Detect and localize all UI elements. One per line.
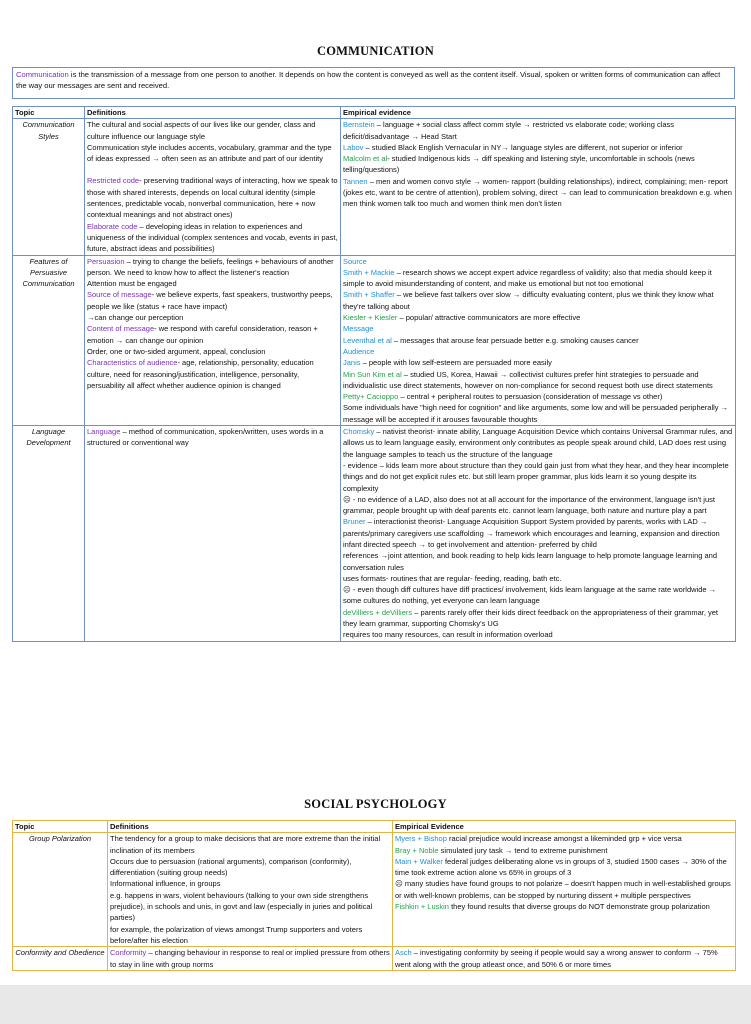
keyword: deVilliers + deVilliers: [343, 607, 413, 617]
line-text: Attention must be engaged: [87, 279, 177, 289]
line-text: – interactionist theorist- Language Acquisition Support System provided by parents, works with LAD → parents/primary caregivers use scaffolding → framework which encourages and learning, expansion and direction: [343, 517, 720, 538]
keyword: Elaborate code: [87, 221, 138, 231]
line-text: Some individuals have "high need for cognition" and like arguments, some low and will be persuaded peripherally → message will be accepted if it arouses favourable thoughts: [343, 403, 729, 424]
row-evidence: [393, 947, 736, 971]
line-text: – messages that arouse fear persuade better e.g. smoking causes cancer: [391, 335, 639, 345]
line-text: The tendency for a group to make decisions that are more extreme than the initial inclination of its members: [110, 834, 381, 855]
keyword: Characteristics of audience: [87, 358, 178, 368]
line-text: infant directed speech → to get involvement and attention- preferred by child: [343, 539, 597, 549]
text-line: [343, 335, 733, 346]
text-line: [343, 607, 733, 630]
keyword: Bray + Noble: [395, 845, 439, 855]
spacer: [87, 164, 338, 175]
line-text: – men and women convo style → women- rapport (building relationships), indirect, complaining; men- report (jokes etc, want to be centre of attention), problem solving, direct → can lead to communication breakdown e.g. when men think women talk too much and women think men don't listen: [343, 176, 732, 209]
text-line: [343, 550, 733, 573]
keyword: Bruner: [343, 517, 366, 527]
keyword: Persuasion: [87, 256, 125, 266]
row-topic: Language Development: [13, 426, 85, 642]
text-line: [87, 312, 338, 323]
text-line: [87, 142, 338, 165]
text-line: [87, 289, 338, 312]
text-line: [110, 890, 390, 924]
col-header-definitions: Definitions: [108, 821, 393, 833]
table-row: [13, 426, 736, 642]
line-text: requires too many resources, can result in information overload: [343, 630, 553, 640]
text-line: [395, 856, 733, 879]
text-line: [343, 629, 733, 640]
keyword: Main + Walker: [395, 856, 443, 866]
keyword: Language: [87, 427, 121, 437]
line-text: - evidence – kids learn more about structure than they could gain just from what they hear, and they hear incomplete things and do not get explicit rules etc. but still learn proper grammar, plus kids learn it so young despite its complexity: [343, 460, 729, 493]
text-line: [343, 584, 733, 607]
text-line: [343, 323, 733, 334]
line-text: they found results that diverse groups do NOT demonstrate group polarization: [448, 902, 710, 912]
text-line: [343, 346, 733, 357]
line-text: - we respond with careful consideration, reason + emotion → can change our opinion: [87, 324, 318, 345]
row-definitions: [85, 119, 341, 255]
line-text: - age, relationship, personality, education culture, need for reasoning/justification, intelligence, personality, persuability all affect whether audience opinion is changed: [87, 358, 314, 390]
col-header-topic: Topic: [13, 821, 108, 833]
text-line: [343, 494, 733, 517]
col-header-topic: Topic: [13, 107, 85, 119]
line-text: Occurs due to persuasion (rational arguments), comparison (conformity), differentiation (suiting group needs): [110, 856, 352, 878]
table-row: [13, 255, 736, 425]
line-text: ☹ many studies have found groups to not polarize – doesn't happen much in well-established groups or with well-known problems, can be stopped by nurturing dissent + multiple perspectives: [395, 879, 731, 900]
line-text: e.g. happens in wars, violent behaviours (talking to your own side strengthens prejudice), in schools and unis, in govt and law (especially in juries and political parties): [110, 890, 373, 923]
line-text: – studied Black English Vernacular in NY→ language styles are different, not superior or inferior: [363, 142, 683, 152]
text-line: [343, 516, 733, 539]
line-text: – parents rarely offer their kids direct feedback on the appropriateness of their grammar, yet they learn grammar, supporting Chomsky's UG: [343, 607, 718, 629]
keyword: Min Sun Kim et al: [343, 369, 402, 379]
keyword: Message: [343, 324, 374, 334]
text-line: [87, 346, 338, 357]
line-text: – developing ideas in relation to experiences and uniqueness of the individual (complex sentences and vocab, events in past, future, abstract ideas and possibilities): [87, 221, 338, 254]
row-evidence: [341, 255, 736, 425]
keyword: Tannen: [343, 176, 368, 186]
keyword: Chomsky: [343, 427, 375, 437]
col-header-definitions: Definitions: [85, 107, 341, 119]
line-text: Informational influence, in groups: [110, 879, 221, 889]
text-line: [343, 357, 733, 368]
communication-table: [12, 106, 736, 642]
keyword: Bernstein: [343, 120, 375, 130]
row-definitions: [108, 833, 393, 947]
col-header-evidence: Empirical evidence: [341, 107, 736, 119]
line-text: references →joint attention, and book reading to help kids learn language to help promote language learning and conversation rules: [343, 551, 718, 572]
line-text: – people with low self-esteem are persuaded more easily: [360, 358, 552, 368]
keyword: Restricted code: [87, 176, 140, 186]
intro-term: Communication: [16, 70, 69, 79]
row-evidence: [341, 119, 736, 255]
text-line: [343, 573, 733, 584]
text-line: [343, 426, 733, 460]
social-psychology-title: SOCIAL PSYCHOLOGY: [304, 797, 447, 811]
keyword: Malcolm et al: [343, 154, 388, 164]
line-text: racial prejudice would increase amongst a likeminded grp + vice versa: [446, 834, 682, 844]
keyword: Smith + Mackie: [343, 267, 395, 277]
line-text: – method of communication, spoken/written, uses words in a structured or conventional way: [87, 427, 324, 448]
line-text: - studied Indigenous kids → diff speaking and listening style, uncomfortable in schools (news telling/questions): [343, 154, 695, 175]
communication-intro: [12, 67, 735, 99]
page-bottom-band: [0, 985, 751, 1024]
text-line: [343, 142, 733, 153]
line-text: – popular/ attractive communicators are more effective: [397, 313, 581, 323]
col-header-evidence: Empirical Evidence: [393, 821, 736, 833]
row-definitions: [85, 255, 341, 425]
line-text: – trying to change the beliefs, feelings + behaviours of another person. We need to know how to affect the listener's reaction: [87, 256, 334, 277]
keyword: Asch: [395, 948, 412, 958]
table-row: [13, 833, 736, 947]
line-text: - preserving traditional ways of interacting, how we speak to those with shared interests, depends on local cultural identity (simple sentences, predictable vocab, nonverbal communication, here + now contextual meanings and not abstract ones): [87, 176, 338, 220]
line-text: ☹ - no evidence of a LAD, also does not at all account for the importance of the environment, language isn't just grammar, people brought up with deaf parents etc. cannot learn language, both nature and nurture play a part: [343, 494, 715, 516]
text-line: [110, 833, 390, 856]
communication-title: COMMUNICATION: [317, 44, 434, 58]
text-line: [110, 856, 390, 879]
row-topic: Group Polarization: [13, 833, 108, 947]
keyword: Source: [343, 256, 367, 266]
line-text: uses formats- routines that are regular- feeding, reading, bath etc.: [343, 573, 562, 583]
text-line: [343, 391, 733, 402]
keyword: Myers + Bishop: [395, 834, 447, 844]
line-text: – research shows we accept expert advice regardless of validity; also that media should keep it simple to avoid misunderstanding of content, and make us emotional but not too emotional: [343, 267, 712, 289]
table-row: [13, 119, 736, 255]
line-text: →can change our perception: [87, 313, 184, 323]
text-line: [343, 369, 733, 392]
line-text: – nativist theorist- innate ability, Language Acquisition Device which contains Universal Grammar rules, and allows us to learn language easily, environment only contributes as people speak around child, LAD does rest using the language samples to teach us the structure of the language: [343, 427, 733, 459]
row-topic: Communication Styles: [13, 119, 85, 255]
text-line: [343, 460, 733, 494]
keyword: Smith + Shaffer: [343, 290, 395, 300]
text-line: [87, 175, 338, 220]
text-line: [343, 289, 733, 312]
text-line: [395, 901, 733, 912]
text-line: [395, 878, 733, 901]
line-text: – language + social class affect comm style → restricted vs elaborate code; working class deficit/disadvantage → Head Start: [343, 120, 675, 141]
text-line: [110, 924, 390, 947]
keyword: Labov: [343, 142, 364, 152]
text-line: [395, 947, 733, 970]
row-topic: Conformity and Obedience: [13, 947, 108, 971]
row-topic: Features of Persuasive Communication: [13, 255, 85, 425]
communication-header-row: [13, 107, 736, 119]
line-text: Communication style includes accents, vocabulary, grammar and the type of ideas expressed → often seen as an attribute and part of our identity: [87, 142, 332, 164]
text-line: [87, 119, 338, 142]
text-line: [343, 539, 733, 550]
line-text: federal judges deliberating alone vs in groups of 3, studied 1500 cases → 30% of the time took extreme action alone vs 65% in groups of 3: [395, 856, 727, 878]
line-text: for example, the polarization of views amongst Trump supporters and voters before/after his election: [110, 924, 363, 945]
text-line: [395, 845, 733, 856]
line-text: The cultural and social aspects of our lives like our gender, class and culture influence our language style: [87, 120, 316, 141]
line-text: – changing behaviour in response to real or implied pressure from others to stay in line with group norms: [110, 948, 390, 969]
keyword: Source of message: [87, 290, 152, 300]
row-definitions: [108, 947, 393, 971]
row-evidence: [341, 426, 736, 642]
social-psychology-table: [12, 820, 736, 971]
text-line: [110, 947, 390, 970]
text-line: [87, 426, 338, 449]
keyword: Leventhal et al: [343, 335, 392, 345]
keyword: Petty+ Cacioppo: [343, 392, 399, 402]
text-line: [343, 153, 733, 176]
text-line: [343, 176, 733, 210]
text-line: [343, 267, 733, 290]
keyword: Kiesler + Kiesler: [343, 313, 398, 323]
text-line: [343, 402, 733, 425]
text-line: [87, 278, 338, 289]
keyword: Audience: [343, 346, 375, 356]
line-text: – studied US, Korea, Hawaii → collectivist cultures prefer hint strategies to persuade and individualistic use direct statements, however on non-compliance for second request both use direct statements: [343, 369, 713, 390]
line-text: – investigating conformity by seeing if people would say a wrong answer to conform → 75% went along with the group atleast once, and 50% 6 or more times: [395, 948, 718, 969]
text-line: [110, 878, 390, 889]
row-evidence: [393, 833, 736, 947]
text-line: [87, 256, 338, 279]
table-row: [13, 947, 736, 971]
line-text: – we believe fast talkers over slow → difficulty evaluating content, plus we think they know what they're talking about: [343, 290, 714, 311]
social-header-row: [13, 821, 736, 833]
text-line: [87, 323, 338, 346]
keyword: Fishkin + Luskin: [395, 902, 449, 912]
text-line: [87, 357, 338, 391]
line-text: - we believe experts, fast speakers, trustworthy peeps, people we like (status + race have impact): [87, 290, 333, 311]
line-text: simulated jury task → tend to extreme punishment: [438, 845, 608, 855]
text-line: [343, 312, 733, 323]
line-text: ☹ - even though diff cultures have diff practices/ involvement, kids learn language at the same rate worldwide → some cultures do nothing, yet everyone can learn language: [343, 585, 717, 606]
line-text: Order, one or two-sided argument, appeal, conclusion: [87, 346, 266, 356]
text-line: [343, 119, 733, 142]
text-line: [343, 256, 733, 267]
keyword: Content of message: [87, 324, 155, 334]
keyword: Conformity: [110, 948, 147, 958]
text-line: [395, 833, 733, 844]
text-line: [87, 221, 338, 255]
keyword: Janis: [343, 358, 361, 368]
intro-text: is the transmission of a message from one person to another. It depends on how the content is conveyed as well as the content itself. Visual, spoken or written forms of communication can affect the way our messages are sent and received.: [16, 70, 721, 91]
line-text: – central + peripheral routes to persuasion (consideration of message vs other): [398, 392, 663, 402]
row-definitions: [85, 426, 341, 642]
